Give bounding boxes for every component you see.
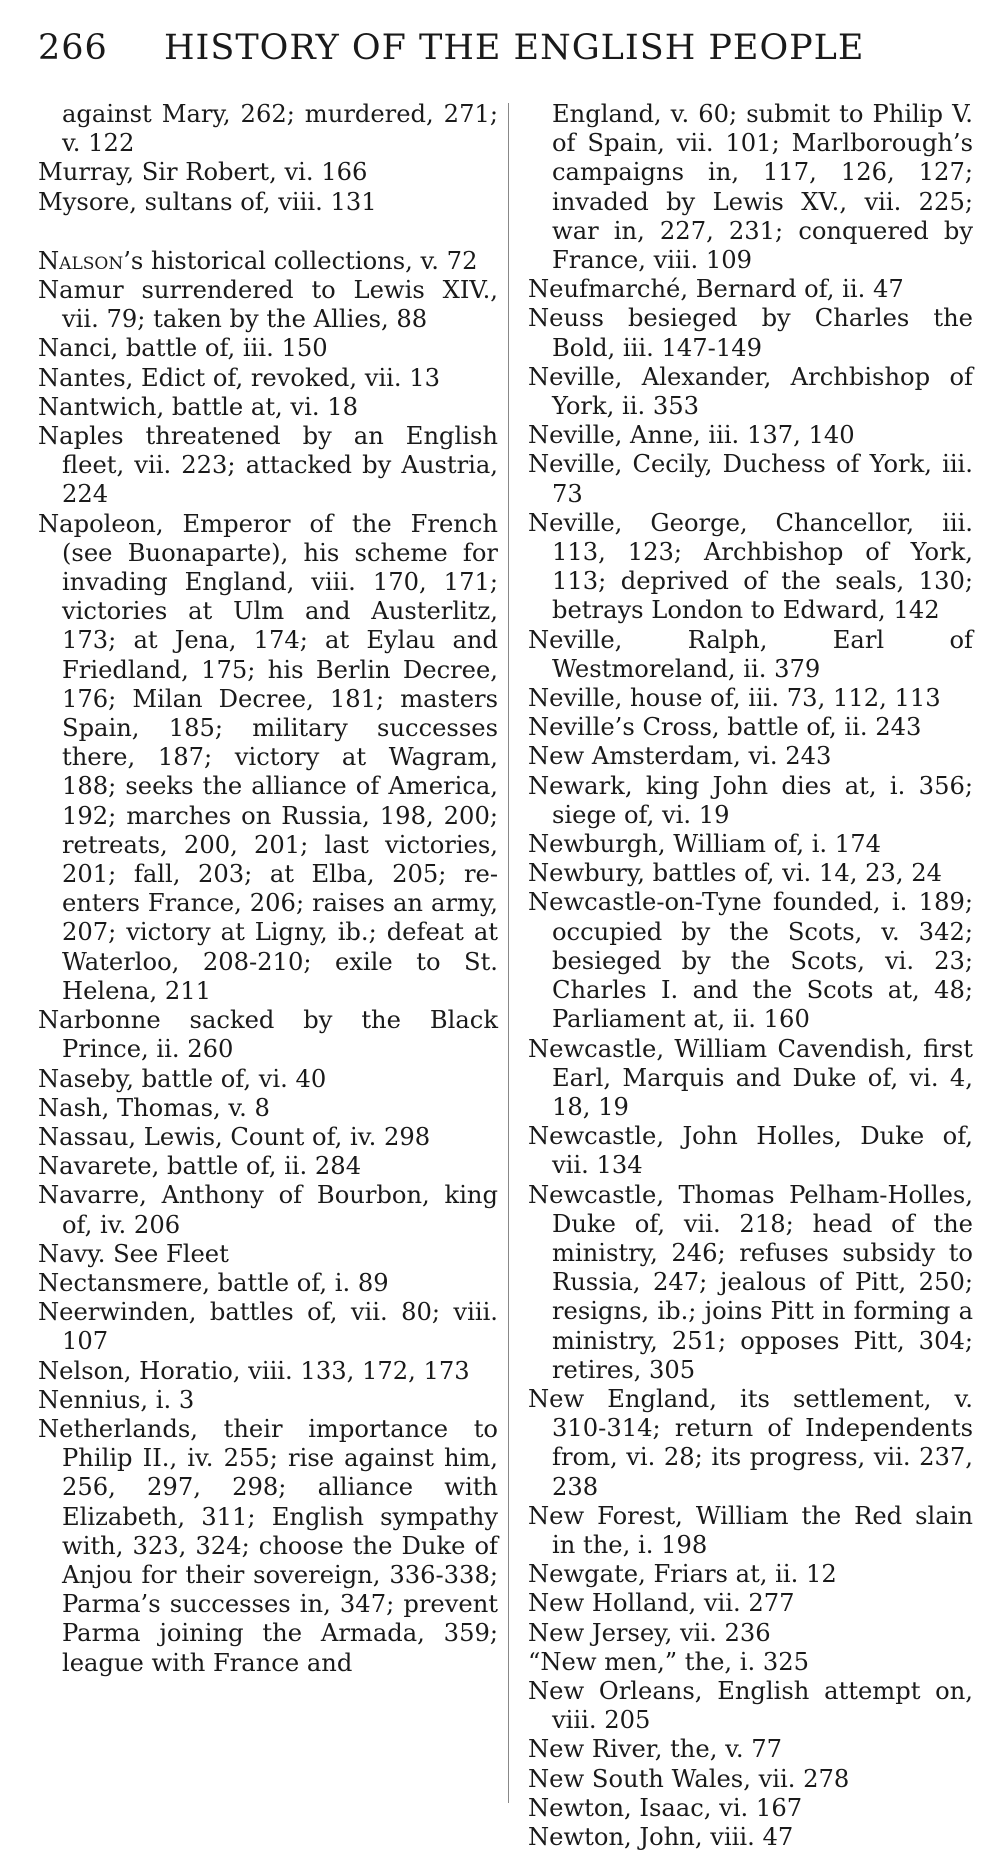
entry-text: Neville’s Cross, battle of, ii. 243 bbox=[528, 713, 922, 742]
index-entry bbox=[528, 1765, 973, 1794]
entry-text: Newbury, battles of, vi. 14, 23, 24 bbox=[528, 859, 943, 888]
index-column-left bbox=[38, 100, 498, 1678]
index-entry bbox=[528, 1385, 973, 1502]
page-number: 266 bbox=[38, 28, 108, 68]
index-entry bbox=[38, 1094, 498, 1123]
index-entry bbox=[528, 304, 973, 362]
entry-text: Newburgh, William of, i. 174 bbox=[528, 830, 881, 859]
index-entry bbox=[528, 100, 973, 275]
entry-text: Namur surrendered to Lewis XIV., vii. 79; taken by the Allies, 88 bbox=[38, 276, 498, 334]
index-entry bbox=[528, 1589, 973, 1618]
entry-text: Napoleon, Emperor of the French (see Buonaparte), his scheme for invading England, viii. 170, 171; victories at Ulm and Austerlitz, 173; at Jena, 174; at Eylau and Friedland, 175; his Berlin Decree, 176; Milan Decree, 181; masters Spain, 185; military successes there, 187; victory at Wagram, 188; seeks the alliance of America, 192; marches on Russia, 198, 200; retreats, 200, 201; last victories, 201; fall, 203; at Elba, 205; re-enters France, 206; raises an army, 207; victory at Ligny, ib.; defeat at Waterloo, 208-210; exile to St. Helena, 211 bbox=[38, 509, 498, 1005]
index-entry bbox=[38, 1298, 498, 1356]
running-title: HISTORY OF THE ENGLISH PEOPLE bbox=[164, 28, 865, 68]
index-entry bbox=[38, 334, 498, 363]
entry-text: New Forest, William the Red slain in the, i. 198 bbox=[528, 1501, 973, 1559]
entry-text: Newark, king John dies at, i. 356; siege of, vi. 19 bbox=[528, 771, 973, 829]
entry-text: New Orleans, English attempt on, viii. 205 bbox=[528, 1676, 973, 1735]
entry-text: Nennius, i. 3 bbox=[38, 1385, 195, 1414]
index-entry bbox=[528, 1794, 973, 1823]
index-entry bbox=[38, 1123, 498, 1152]
index-entry bbox=[528, 1619, 973, 1648]
index-entry bbox=[528, 742, 973, 771]
entry-text: Newcastle, John Holles, Duke of, vii. 134 bbox=[528, 1122, 973, 1180]
entry-text: Nantwich, battle at, vi. 18 bbox=[38, 392, 358, 421]
entry-text: Newcastle-on-Tyne founded, i. 189; occupied by the Scots, v. 342; besieged by the Scots, vi. 23; Charles I. and the Scots at, 48; Parliament at, ii. 160 bbox=[528, 888, 973, 1034]
entry-text: New Holland, vii. 277 bbox=[528, 1589, 795, 1618]
entry-text: Nassau, Lewis, Count of, iv. 298 bbox=[38, 1122, 431, 1151]
index-entry bbox=[38, 1386, 498, 1415]
entry-text: Newton, John, viii. 47 bbox=[528, 1822, 794, 1851]
entry-headword: Nalson bbox=[38, 246, 124, 275]
index-entry bbox=[38, 1415, 498, 1678]
index-entry bbox=[528, 509, 973, 626]
entry-text: New Jersey, vii. 236 bbox=[528, 1618, 771, 1647]
index-entry bbox=[528, 888, 973, 1034]
index-entry bbox=[38, 364, 498, 393]
index-column-right bbox=[528, 100, 973, 1852]
index-entry bbox=[38, 100, 498, 158]
index-entry bbox=[38, 1269, 498, 1298]
entry-text: ’s historical collections, v. 72 bbox=[123, 246, 478, 275]
entry-text: against Mary, 262; murdered, 271; v. 122 bbox=[62, 100, 498, 158]
entry-text: Nantes, Edict of, revoked, vii. 13 bbox=[38, 363, 441, 392]
index-entry bbox=[528, 363, 973, 421]
entry-text: Murray, Sir Robert, vi. 166 bbox=[38, 158, 368, 187]
index-entry bbox=[528, 626, 973, 684]
index-entry bbox=[528, 713, 973, 742]
entry-text: Neuss besieged by Charles the Bold, iii. 147-149 bbox=[528, 304, 973, 362]
entry-text: Navarre, Anthony of Bourbon, king of, iv. 206 bbox=[38, 1181, 498, 1239]
index-entry bbox=[38, 1006, 498, 1064]
index-entry bbox=[528, 1560, 973, 1589]
entry-text: Neerwinden, battles of, vii. 80; viii. 107 bbox=[38, 1298, 498, 1356]
entry-text: “New men,” the, i. 325 bbox=[528, 1647, 810, 1676]
index-entry bbox=[528, 1677, 973, 1735]
entry-text: Narbonne sacked by the Black Prince, ii. 260 bbox=[38, 1006, 498, 1064]
running-header bbox=[38, 22, 968, 82]
entry-text: New South Wales, vii. 278 bbox=[528, 1764, 850, 1793]
entry-text: New River, the, v. 77 bbox=[528, 1735, 783, 1764]
index-entry bbox=[528, 859, 973, 888]
entry-text: Naples threatened by an English fleet, vii. 223; attacked by Austria, 224 bbox=[38, 422, 498, 509]
entry-text: England, v. 60; submit to Philip V. of Spain, vii. 101; Marlborough’s campaigns in, 117, 126, 127; invaded by Lewis XV., vii. 225; war in, 227, 231; conquered by France, viii. 109 bbox=[552, 100, 973, 275]
index-entry bbox=[38, 510, 498, 1006]
index-entry bbox=[528, 450, 973, 508]
entry-text: Neville, Cecily, Duchess of York, iii. 73 bbox=[528, 450, 973, 508]
entry-text: Neville, Alexander, Archbishop of York, ii. 353 bbox=[528, 362, 973, 421]
index-entry bbox=[528, 1502, 973, 1560]
index-entry bbox=[38, 188, 498, 217]
index-entry bbox=[38, 247, 498, 276]
index-entry bbox=[38, 1240, 498, 1269]
column-divider bbox=[508, 103, 509, 1803]
index-entry bbox=[38, 1357, 498, 1386]
index-entry bbox=[38, 1181, 498, 1239]
entry-text: Neville, house of, iii. 73, 112, 113 bbox=[528, 684, 941, 713]
index-entry bbox=[528, 1735, 973, 1764]
index-entry bbox=[528, 1122, 973, 1180]
entry-text: Netherlands, their importance to Philip II., iv. 255; rise against him, 256, 297, 298; alliance with Elizabeth, 311; English sympathy with, 323, 324; choose the Duke of Anjou for their sovereign, 336-338; Parma’s successes in, 347; prevent Parma joining the Armada, 359; league with France and bbox=[38, 1414, 498, 1677]
index-entry bbox=[528, 830, 973, 859]
index-entry bbox=[38, 422, 498, 510]
entry-text: Navarete, battle of, ii. 284 bbox=[38, 1152, 362, 1181]
entry-text: Navy. See Fleet bbox=[38, 1239, 229, 1268]
entry-text: Neville, Anne, iii. 137, 140 bbox=[528, 421, 855, 450]
index-entry bbox=[528, 772, 973, 830]
entry-text: Neufmarché, Bernard of, ii. 47 bbox=[528, 275, 904, 304]
index-entry bbox=[38, 1065, 498, 1094]
entry-text: Newcastle, William Cavendish, first Earl, Marquis and Duke of, vi. 4, 18, 19 bbox=[528, 1034, 973, 1121]
entry-text: Naseby, battle of, vi. 40 bbox=[38, 1064, 327, 1093]
entry-text: New Amsterdam, vi. 243 bbox=[528, 742, 832, 771]
index-entry bbox=[528, 1035, 973, 1123]
index-entry bbox=[38, 393, 498, 422]
index-entry bbox=[528, 1648, 973, 1677]
entry-text: Newton, Isaac, vi. 167 bbox=[528, 1793, 803, 1822]
index-entry bbox=[528, 1181, 973, 1385]
index-entry bbox=[38, 158, 498, 187]
index-entry bbox=[38, 1152, 498, 1181]
index-entry bbox=[528, 1823, 973, 1852]
index-entry bbox=[528, 275, 973, 304]
entry-text: Nelson, Horatio, viii. 133, 172, 173 bbox=[38, 1356, 470, 1385]
index-entry bbox=[528, 684, 973, 713]
entry-text: Newgate, Friars at, ii. 12 bbox=[528, 1560, 837, 1589]
entry-text: Nash, Thomas, v. 8 bbox=[38, 1093, 270, 1122]
index-entry bbox=[528, 421, 973, 450]
entry-text: Mysore, sultans of, viii. 131 bbox=[38, 187, 377, 216]
entry-text: Nanci, battle of, iii. 150 bbox=[38, 334, 328, 363]
entry-text: Neville, George, Chancellor, iii. 113, 123; Archbishop of York, 113; deprived of the seals, 130; betrays London to Edward, 142 bbox=[528, 508, 973, 625]
entry-text: Nectansmere, battle of, i. 89 bbox=[38, 1268, 389, 1297]
entry-text: Neville, Ralph, Earl of Westmoreland, ii. 379 bbox=[528, 625, 973, 683]
entry-text: New England, its settlement, v. 310-314; return of Independents from, vi. 28; its progress, vii. 237, 238 bbox=[528, 1384, 973, 1501]
index-entry bbox=[38, 276, 498, 334]
entry-text: Newcastle, Thomas Pelham-Holles, Duke of, vii. 218; head of the ministry, 246; refuses subsidy to Russia, 247; jealous of Pitt, 250; resigns, ib.; joins Pitt in forming a ministry, 251; opposes Pitt, 304; retires, 305 bbox=[528, 1180, 973, 1384]
